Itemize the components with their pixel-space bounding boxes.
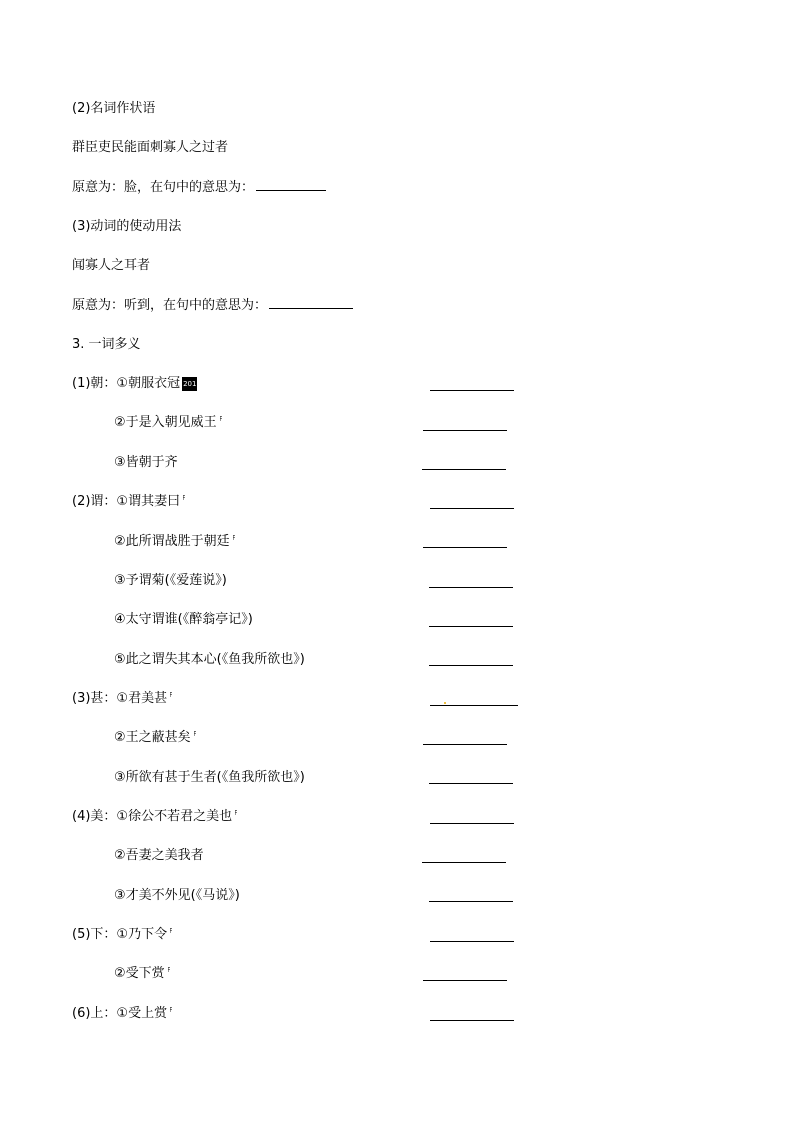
item-text: ③皆朝于齐 — [114, 455, 178, 470]
item-text: ⑤此之谓失其本心(《鱼我所欲也》) — [114, 652, 305, 667]
watermark-badge: 201 — [182, 377, 197, 391]
footnote-mark: F — [169, 926, 173, 935]
wei-item-5 — [114, 650, 305, 670]
xia-item-1 — [72, 925, 173, 945]
example-sentence-1 — [72, 138, 228, 158]
example-sentence-2 — [72, 256, 150, 276]
answer-blank[interactable] — [269, 297, 353, 309]
section-title: 3. 一词多义 — [72, 337, 141, 352]
answer-blank[interactable] — [430, 705, 518, 706]
meaning-prompt-1 — [72, 178, 326, 198]
answer-blank[interactable] — [429, 626, 513, 627]
footnote-mark: F — [182, 493, 186, 502]
item-text: (4)美：①徐公不若君之美也 — [72, 809, 233, 824]
shen-item-1 — [72, 689, 173, 709]
item-text: (5)下：①乃下令 — [72, 927, 168, 942]
footnote-mark: F — [193, 729, 196, 738]
sentence-text: 群臣吏民能面刺寡人之过者 — [72, 140, 229, 155]
item-text: (1)朝：①朝服衣冠 — [72, 376, 181, 391]
answer-blank[interactable] — [256, 179, 326, 191]
footnote-mark: F — [234, 808, 238, 817]
item-text: ④太守谓谁(《醉翁亭记》) — [114, 612, 253, 627]
answer-blank[interactable] — [422, 469, 506, 470]
answer-blank[interactable] — [423, 430, 507, 431]
footnote-mark: F — [169, 690, 173, 699]
answer-blank[interactable] — [423, 744, 507, 745]
item-text: (3)甚：①君美甚 — [72, 691, 168, 706]
wei-item-3 — [114, 571, 227, 591]
footnote-mark: F — [232, 533, 235, 542]
item-text: (2)谓：①谓其妻曰 — [72, 494, 181, 509]
item-text: ③才美不外见(《马说》) — [114, 888, 240, 903]
wei-item-4 — [114, 610, 253, 630]
mei-item-1 — [72, 807, 238, 827]
answer-blank[interactable] — [429, 587, 513, 588]
heading-text: (2)名词作状语 — [72, 101, 156, 116]
footnote-mark: F — [167, 965, 170, 974]
footnote-mark: F — [219, 414, 222, 423]
answer-blank[interactable] — [430, 823, 514, 824]
shang-item-1 — [72, 1004, 173, 1024]
answer-blank[interactable] — [430, 390, 514, 391]
heading-text: (3)动词的使动用法 — [72, 219, 182, 234]
answer-blank[interactable] — [423, 547, 507, 548]
answer-blank[interactable] — [430, 1020, 514, 1021]
prompt-text: 原意为：脸，在句中的意思为： — [72, 180, 255, 195]
answer-blank[interactable] — [429, 783, 513, 784]
shen-item-3 — [114, 768, 305, 788]
sentence-text: 闻寡人之耳者 — [72, 258, 151, 273]
item-text: ③予谓菊(《爱莲说》) — [114, 573, 227, 588]
heading-noun-as-adverbial — [72, 99, 155, 119]
answer-blank[interactable] — [429, 665, 513, 666]
answer-blank[interactable] — [423, 980, 507, 981]
item-text: ②王之蔽甚矣 — [114, 730, 191, 745]
answer-blank[interactable] — [430, 508, 514, 509]
mei-item-2 — [114, 846, 204, 866]
ink-speck — [444, 702, 446, 704]
item-text: ②于是入朝见威王 — [114, 415, 217, 430]
answer-blank[interactable] — [430, 941, 514, 942]
xia-item-2 — [114, 964, 171, 984]
answer-blank[interactable] — [422, 862, 506, 863]
item-text: ②受下赏 — [114, 966, 165, 981]
footnote-mark: F — [169, 1005, 173, 1014]
item-text: ②吾妻之美我者 — [114, 848, 204, 863]
chao-item-1 — [72, 374, 197, 394]
heading-causative-verb — [72, 217, 181, 237]
chao-item-2 — [114, 413, 223, 433]
prompt-text: 原意为：听到，在句中的意思为： — [72, 298, 268, 313]
wei-item-2 — [114, 532, 236, 552]
meaning-prompt-2 — [72, 296, 353, 316]
answer-blank[interactable] — [429, 901, 513, 902]
wei-item-1 — [72, 492, 186, 512]
shen-item-2 — [114, 728, 197, 748]
item-text: ②此所谓战胜于朝廷 — [114, 534, 230, 549]
chao-item-3 — [114, 453, 178, 473]
mei-item-3 — [114, 886, 240, 906]
item-text: ③所欲有甚于生者(《鱼我所欲也》) — [114, 770, 305, 785]
item-text: (6)上：①受上赏 — [72, 1006, 168, 1021]
section-polysemy — [72, 335, 141, 355]
